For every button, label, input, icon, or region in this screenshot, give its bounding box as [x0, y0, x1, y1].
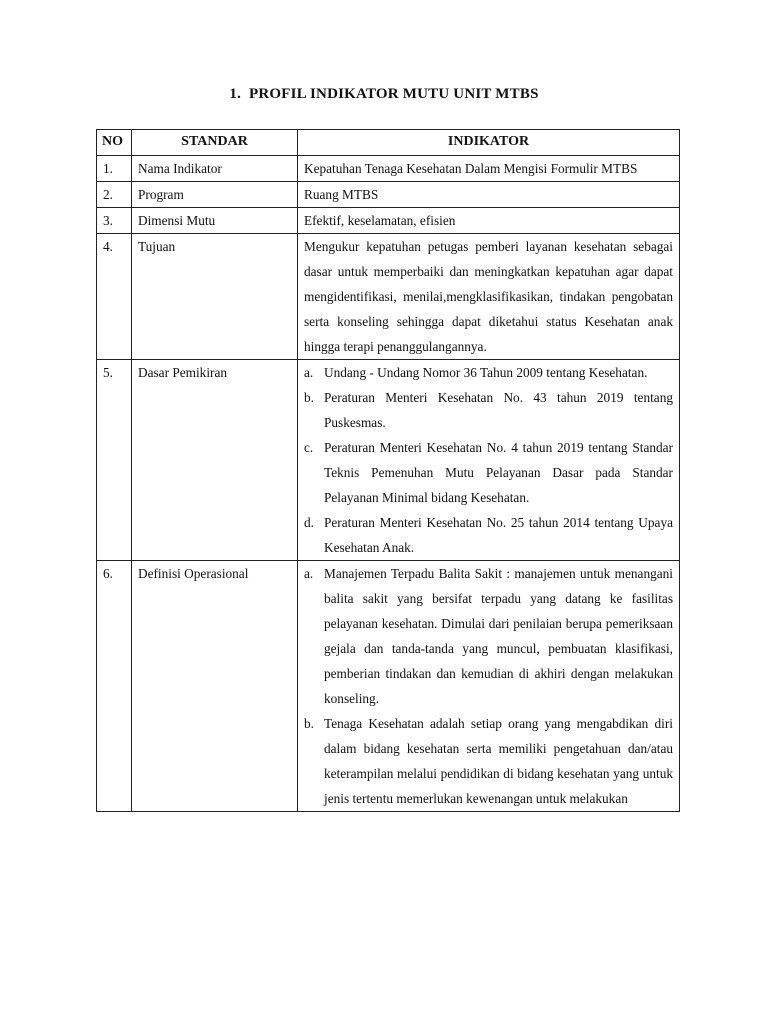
row-number: 2.	[97, 182, 132, 208]
list-item-text: Peraturan Menteri Kesehatan No. 25 tahun 2014 tentang Upaya Kesehatan Anak.	[324, 515, 673, 555]
row-indikator: Kepatuhan Tenaga Kesehatan Dalam Mengisi Formulir MTBS	[298, 156, 680, 182]
list-item	[304, 385, 673, 435]
list-marker: a.	[304, 365, 314, 380]
list-item-text: Undang - Undang Nomor 36 Tahun 2009 tentang Kesehatan.	[324, 365, 648, 380]
list-marker: c.	[304, 440, 314, 455]
row-indikator: Ruang MTBS	[298, 182, 680, 208]
row-number: 5.	[97, 360, 132, 561]
row-standar: Tujuan	[132, 234, 298, 360]
indicator-profile-table	[96, 129, 680, 812]
row-indikator	[298, 561, 680, 812]
table-row	[97, 561, 680, 812]
row-number: 1.	[97, 156, 132, 182]
list-item-text: Manajemen Terpadu Balita Sakit : manajemen untuk menangani balita sakit yang bersifat terpadu yang datang ke fasilitas pelayanan kesehatan. Dimulai dari penilaian berupa pemeriksaan gejala dan tanda-tanda yang muncul, pembuatan klasifikasi, pemberian tindakan dan kemudian di akhiri dengan melakukan konseling.	[324, 566, 673, 706]
list-item-text: Tenaga Kesehatan adalah setiap orang yang mengabdikan diri dalam bidang kesehatan serta memiliki pengetahuan dan/atau keterampilan melalui pendidikan di bidang kesehatan yang untuk jenis tertentu memerlukan kewenangan untuk melakukan	[324, 716, 673, 806]
list-item-text: Peraturan Menteri Kesehatan No. 4 tahun 2019 tentang Standar Teknis Pemenuhan Mutu Pelayanan Dasar pada Standar Pelayanan Minimal bidang Kesehatan.	[324, 440, 673, 505]
row-indikator	[298, 360, 680, 561]
table-row	[97, 208, 680, 234]
list-item-text: Peraturan Menteri Kesehatan No. 43 tahun 2019 tentang Puskesmas.	[324, 390, 673, 430]
list-marker: b.	[304, 716, 314, 731]
table-row	[97, 234, 680, 360]
row-standar: Dimensi Mutu	[132, 208, 298, 234]
column-header-no: NO	[97, 130, 132, 156]
list-item	[304, 435, 673, 510]
list-marker: d.	[304, 515, 314, 530]
dasar-pemikiran-list	[304, 360, 673, 560]
list-item	[304, 360, 673, 385]
row-number: 4.	[97, 234, 132, 360]
list-item	[304, 711, 673, 811]
table-row	[97, 156, 680, 182]
row-standar: Definisi Operasional	[132, 561, 298, 812]
column-header-indikator: INDIKATOR	[298, 130, 680, 156]
row-number: 3.	[97, 208, 132, 234]
row-standar: Program	[132, 182, 298, 208]
list-item	[304, 510, 673, 560]
list-marker: b.	[304, 390, 314, 405]
definisi-operasional-list	[304, 561, 673, 811]
heading-number: 1.	[229, 86, 242, 102]
row-standar: Nama Indikator	[132, 156, 298, 182]
row-standar: Dasar Pemikiran	[132, 360, 298, 561]
table-row	[97, 182, 680, 208]
row-indikator: Mengukur kepatuhan petugas pemberi layanan kesehatan sebagai dasar untuk memperbaiki dan meningkatkan kepatuhan agar dapat mengidentifikasi, menilai,mengklasifikasikan, tindakan pengobatan serta konseling sehingga dapat diketahui status Kesehatan anak hingga terapi penanggulangannya.	[298, 234, 680, 360]
row-indikator: Efektif, keselamatan, efisien	[298, 208, 680, 234]
list-marker: a.	[304, 566, 314, 581]
column-header-standar: STANDAR	[132, 130, 298, 156]
table-header-row	[97, 130, 680, 156]
table-row	[97, 360, 680, 561]
heading-text: PROFIL INDIKATOR MUTU UNIT MTBS	[249, 86, 539, 102]
list-item	[304, 561, 673, 711]
page-title	[0, 86, 768, 103]
row-number: 6.	[97, 561, 132, 812]
